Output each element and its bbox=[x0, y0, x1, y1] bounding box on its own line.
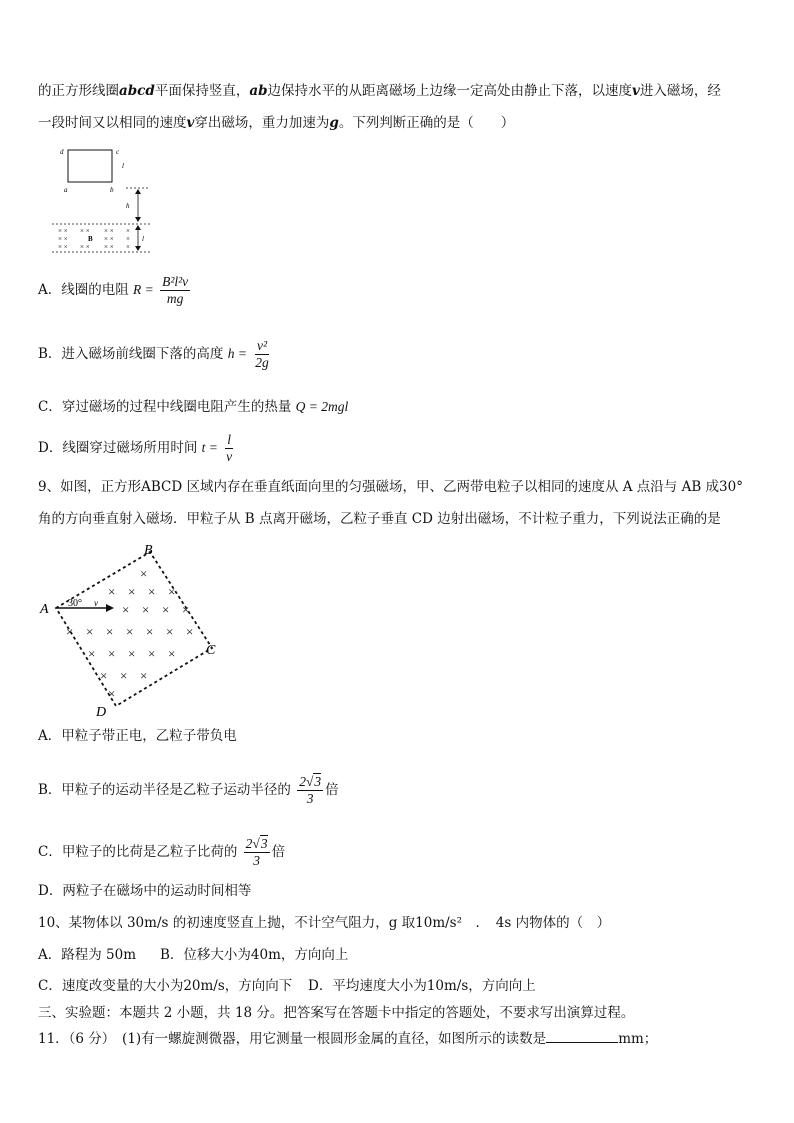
label-d: d bbox=[60, 148, 64, 156]
q11-stem bbox=[38, 1030, 657, 1048]
q10-stem: 10、某物体以 30m/s 的初速度竖直上抛，不计空气阻力，g 取10m/s² ． 4s 内物体的（ ） bbox=[38, 915, 611, 931]
svg-text:×: × bbox=[168, 584, 176, 599]
q8-option-a bbox=[38, 274, 192, 307]
text: 边保持水平的从距离磁场上边缘一定高处由静止下落，以速度 bbox=[267, 83, 633, 99]
svg-text:× ×: × × bbox=[58, 243, 68, 251]
suffix: 倍 bbox=[271, 844, 286, 860]
label-l-bottom: l bbox=[142, 235, 144, 243]
radicand: 3 bbox=[314, 774, 322, 789]
option-label: B．甲粒子的运动半径是乙粒子运动半径的 bbox=[38, 782, 291, 798]
q9-stem-line1: 9、如图，正方形ABCD 区域内存在垂直纸面向里的匀强磁场，甲、乙两带电粒子以相同的速度从 A 点沿与 AB 成30° bbox=[38, 479, 743, 495]
svg-text:×: × bbox=[88, 646, 96, 661]
svg-text:×: × bbox=[126, 624, 134, 639]
denominator: 3 bbox=[253, 853, 260, 868]
q9-option-d: D．两粒子在磁场中的运动时间相等 bbox=[38, 883, 252, 899]
text: 穿出磁场，重力加速为 bbox=[194, 115, 330, 131]
q9-stem-line2: 角的方向垂直射入磁场．甲粒子从 B 点离开磁场，乙粒子垂直 CD 边射出磁场，不计粒子重力，下列说法正确的是 bbox=[38, 511, 721, 527]
fraction bbox=[224, 432, 234, 465]
label-B: B bbox=[88, 235, 93, 243]
svg-text:× ×: × × bbox=[104, 243, 114, 251]
numerator: 2√3 bbox=[299, 774, 322, 789]
label-a: a bbox=[64, 186, 68, 194]
label-h: h bbox=[126, 202, 130, 210]
question-text: 11．（6 分） (1)有一螺旋测微器，用它测量一根圆形金属的直径，如图所示的读数是 bbox=[38, 1031, 547, 1047]
denominator: 3 bbox=[306, 791, 314, 806]
svg-text:× ×: × × bbox=[80, 243, 90, 251]
coefficient: 2 bbox=[299, 774, 306, 789]
text: 一段时间又以相同的速度 bbox=[38, 115, 187, 131]
svg-text:×: × bbox=[120, 668, 128, 683]
q8-option-c bbox=[38, 398, 348, 416]
svg-text:×: × bbox=[146, 624, 154, 639]
q10-option-d: D．平均速度大小为10m/s，方向向上 bbox=[308, 978, 536, 994]
q10-option-b: B．位移大小为40m，方向向上 bbox=[160, 947, 349, 963]
q9-figure bbox=[36, 538, 236, 720]
q10-option-c: C．速度改变量的大小为20m/s，方向向下 bbox=[38, 978, 293, 994]
option-label: B．进入磁场前线圈下落的高度 bbox=[38, 346, 224, 362]
label-C: C bbox=[206, 643, 216, 658]
formula-lhs: R = bbox=[133, 282, 154, 297]
text: 的正方形线圈 bbox=[38, 83, 119, 99]
svg-text:× ×: × × bbox=[58, 227, 68, 235]
svg-text:× ×: × × bbox=[104, 227, 114, 235]
svg-text:×: × bbox=[100, 668, 108, 683]
formula: Q = 2mgl bbox=[295, 399, 349, 414]
text: 进入磁场，经 bbox=[639, 83, 721, 99]
svg-text:×: × bbox=[66, 624, 74, 639]
q9-option-b bbox=[38, 774, 339, 807]
text: 。下列判断正确的是（ ） bbox=[338, 115, 515, 131]
answer-blank[interactable] bbox=[546, 1030, 618, 1043]
svg-text:×: × bbox=[162, 602, 170, 617]
q8-stem-line2 bbox=[38, 114, 514, 132]
var-v: v bbox=[186, 115, 195, 131]
radicand: 3 bbox=[260, 836, 268, 851]
q9-option-a: A．甲粒子带正电，乙粒子带负电 bbox=[38, 728, 237, 744]
denominator: 2g bbox=[255, 355, 269, 370]
numerator: 2√3 bbox=[245, 836, 268, 851]
svg-text:×: × bbox=[142, 602, 150, 617]
denominator: mg bbox=[166, 291, 184, 306]
svg-text:×: × bbox=[108, 686, 116, 701]
svg-text:×: × bbox=[148, 646, 156, 661]
option-label: C．甲粒子的比荷是乙粒子比荷的 bbox=[38, 844, 238, 860]
option-label: C．穿过磁场的过程中线圈电阻产生的热量 bbox=[38, 399, 292, 415]
label-l-top: l bbox=[122, 162, 124, 170]
svg-text:×: × bbox=[140, 566, 148, 581]
svg-text:× ×: × × bbox=[104, 235, 114, 243]
svg-text:×: × bbox=[106, 624, 114, 639]
section-heading: 三、实验题：本题共 2 小题，共 18 分。把答案写在答题卡中指定的答题处，不要求写出演算过程。 bbox=[38, 1005, 635, 1021]
svg-text:×: × bbox=[108, 584, 116, 599]
svg-text:×: × bbox=[122, 602, 130, 617]
magnetic-field-crosses bbox=[66, 566, 193, 701]
svg-text:× ×: × × bbox=[58, 235, 68, 243]
coil-name: abcd bbox=[119, 83, 155, 99]
fraction bbox=[244, 836, 270, 869]
svg-text:× ×: × × bbox=[80, 227, 90, 235]
svg-text:×: × bbox=[186, 624, 194, 639]
q8-figure bbox=[50, 144, 170, 264]
svg-text:×: × bbox=[126, 235, 130, 243]
option-label: D．线圈穿过磁场所用时间 bbox=[38, 440, 198, 456]
svg-text:×: × bbox=[128, 584, 136, 599]
label-B: B bbox=[144, 543, 153, 558]
label-b: b bbox=[110, 186, 114, 194]
q8-option-d bbox=[38, 432, 236, 465]
numerator: v² bbox=[256, 338, 268, 353]
magnetic-field-crosses bbox=[58, 227, 130, 251]
svg-text:×: × bbox=[126, 227, 130, 235]
angle-label: 30° bbox=[68, 598, 82, 609]
svg-text:×: × bbox=[182, 602, 190, 617]
edge-name: ab bbox=[249, 83, 268, 99]
unit: mm； bbox=[618, 1031, 658, 1047]
q10-option-a: A．路程为 50m bbox=[38, 947, 137, 963]
velocity-label: v bbox=[94, 598, 98, 608]
label-D: D bbox=[96, 705, 107, 720]
formula-lhs: t = bbox=[201, 440, 218, 455]
label-A: A bbox=[40, 602, 49, 617]
label-c: c bbox=[116, 148, 120, 156]
fraction bbox=[297, 774, 323, 807]
option-label: A．线圈的电阻 bbox=[38, 282, 129, 298]
svg-text:×: × bbox=[168, 646, 176, 661]
svg-text:×: × bbox=[140, 668, 148, 683]
svg-text:×: × bbox=[166, 624, 174, 639]
svg-text:×: × bbox=[108, 646, 116, 661]
svg-text:×: × bbox=[126, 243, 130, 251]
var-g: g bbox=[329, 115, 339, 131]
q9-option-c bbox=[38, 836, 285, 869]
var-v: v bbox=[632, 83, 640, 99]
numerator: B²l²v bbox=[162, 274, 189, 289]
denominator: v bbox=[226, 449, 233, 464]
svg-text:×: × bbox=[86, 624, 94, 639]
formula-lhs: h = bbox=[227, 346, 247, 361]
svg-text:×: × bbox=[148, 584, 156, 599]
q8-option-b bbox=[38, 338, 273, 371]
text: 平面保持竖直， bbox=[154, 83, 250, 99]
fraction bbox=[160, 274, 190, 307]
numerator: l bbox=[227, 432, 232, 447]
fraction bbox=[253, 338, 271, 371]
suffix: 倍 bbox=[325, 782, 339, 798]
coefficient: 2 bbox=[245, 836, 253, 851]
q8-stem-line1 bbox=[38, 82, 721, 100]
svg-text:×: × bbox=[128, 646, 136, 661]
